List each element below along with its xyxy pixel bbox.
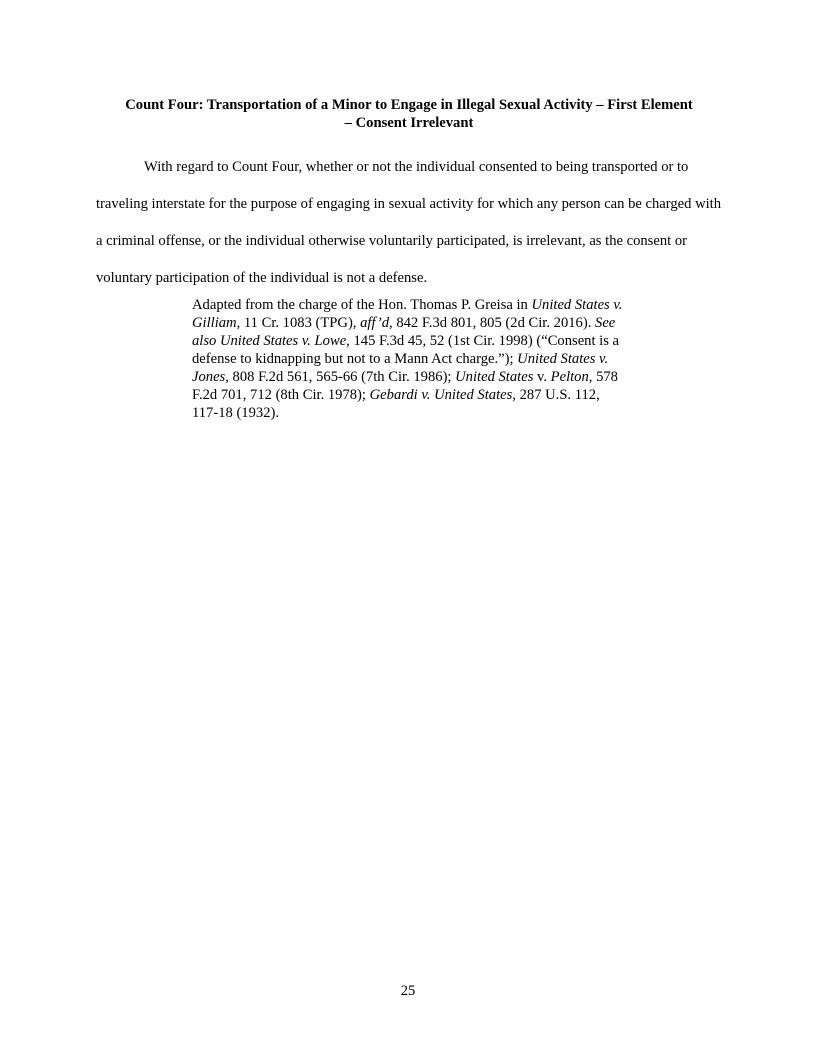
page-number: 25 [400, 983, 416, 999]
note-text: , 11 Cr. 1083 (TPG), [236, 315, 361, 331]
case-name: See also United States v. Lowe [192, 315, 616, 349]
note-text: , 808 F.2d 561, 565-66 (7th Cir. 1986); [225, 369, 456, 385]
citation-note [192, 296, 624, 422]
case-name: United States [455, 369, 534, 385]
body-text [96, 149, 722, 297]
case-history: aff’d [360, 315, 390, 331]
case-name: United States v. Jones [192, 351, 609, 385]
note-text: Adapted from the charge of the Hon. Thomas P. Greisa in [192, 297, 532, 313]
note-text: , 145 F.3d 45, 52 (1st Cir. 1998) (“Consent is a defense to kidnapping but not to a Mann Act charge.”); [192, 333, 620, 367]
note-text: v. [533, 369, 551, 385]
heading-line-1: Count Four: Transportation of a Minor to Engage in Illegal Sexual Activity – First Element [125, 97, 693, 113]
body-paragraph: With regard to Count Four, whether or not the individual consented to being transported or to traveling interstate for the purpose of engaging in sexual activity for which any person can be charged with a criminal offense, or the individual otherwise voluntarily participated, is irrelevant, as the consent or voluntary participation of the individual is not a defense. [96, 159, 722, 286]
note-text: , 287 U.S. 112, 117-18 (1932). [192, 387, 600, 421]
case-name: Pelton [550, 369, 589, 385]
case-name: United States v. Gilliam [192, 297, 623, 331]
section-heading [96, 96, 722, 132]
note-text: , 842 F.3d 801, 805 (2d Cir. 2016). [389, 315, 596, 331]
case-name: Gebardi v. United States [369, 387, 513, 403]
note-text: , 578 F.2d 701, 712 (8th Cir. 1978); [192, 369, 618, 403]
heading-line-2: – Consent Irrelevant [344, 115, 474, 131]
